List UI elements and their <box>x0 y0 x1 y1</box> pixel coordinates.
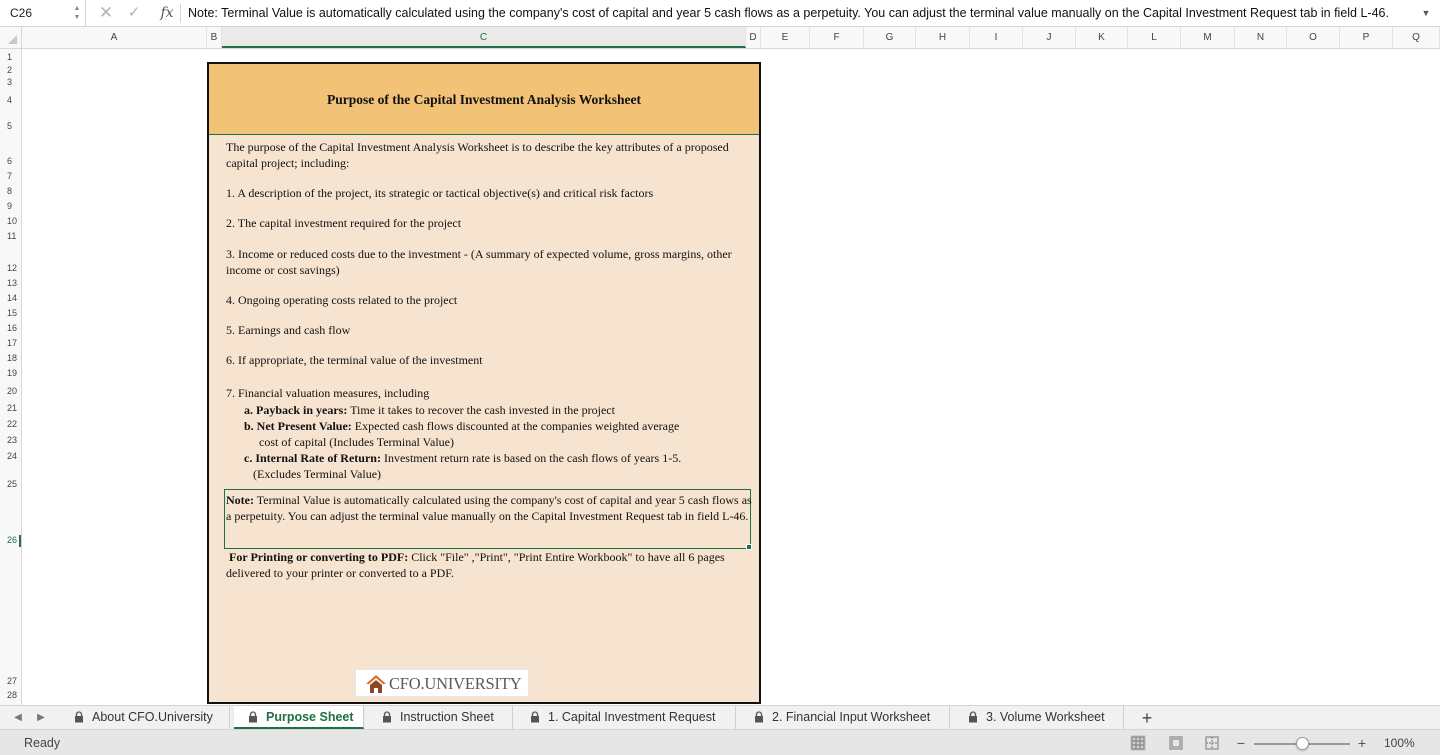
sheet-tab-6[interactable] <box>954 706 1124 729</box>
column-header-i[interactable]: I <box>970 27 1023 48</box>
row-header-11[interactable]: 11 <box>7 231 17 241</box>
sheet-tab-1[interactable] <box>60 706 230 729</box>
column-header-n[interactable]: N <box>1235 27 1287 48</box>
row-header-4[interactable]: 4 <box>7 95 13 105</box>
row-header-26[interactable]: 26 <box>0 535 21 547</box>
sheet-tab-label: 2. Financial Input Worksheet <box>772 710 931 724</box>
item-6: 6. If appropriate, the terminal value of the investment <box>226 353 483 367</box>
item-2: 2. The capital investment required for the project <box>226 216 462 230</box>
print-text: Click "File" ,"Print", "Print Entire Workbook" to have all 6 pages <box>408 550 725 564</box>
row-header-7[interactable]: 7 <box>7 171 13 181</box>
confirm-edit-icon[interactable]: ✓ <box>127 4 141 21</box>
sheet-tab-label: 3. Volume Worksheet <box>986 710 1105 724</box>
cancel-edit-icon[interactable]: ✕ <box>98 3 114 22</box>
column-header-c[interactable]: C <box>222 27 746 48</box>
row-header-19[interactable]: 19 <box>7 368 18 378</box>
row-header-12[interactable]: 12 <box>7 263 18 273</box>
column-header-d[interactable]: D <box>746 27 761 48</box>
formula-divider <box>180 4 181 23</box>
column-header-f[interactable]: F <box>810 27 864 48</box>
item-4: 4. Ongoing operating costs related to the project <box>226 293 458 307</box>
lock-icon <box>382 711 392 723</box>
logo-text: CFO.UNIVERSITY <box>389 674 522 693</box>
row-header-5[interactable]: 5 <box>7 121 13 131</box>
add-sheet-icon[interactable]: + <box>1141 708 1153 728</box>
column-header-e[interactable]: E <box>761 27 810 48</box>
intro-text-line-2: capital project; including: <box>226 156 350 170</box>
status-bar <box>0 729 1440 755</box>
sheet-tab-bar <box>0 705 1440 729</box>
column-header-m[interactable]: M <box>1181 27 1235 48</box>
house-logo-icon <box>365 674 387 694</box>
row-header-17[interactable]: 17 <box>7 338 18 348</box>
formula-input[interactable]: Note: Terminal Value is automatically calculated using the company's cost of capital and year 5 cash flows as a perpetuity. You can adjust the terminal value manually on the Capital Investment Request tab in field L-46. <box>188 6 1389 20</box>
sheet-tab-label: 1. Capital Investment Request <box>548 710 716 724</box>
status-text: Ready <box>24 736 61 750</box>
item-7: 7. Financial valuation measures, including <box>226 386 430 400</box>
note-label: Note: <box>226 493 254 507</box>
item-7b-label: b. Net Present Value: <box>244 419 352 433</box>
row-header-9[interactable]: 9 <box>7 201 13 211</box>
sheet-tab-3[interactable] <box>368 706 513 729</box>
item-7c-line-2: (Excludes Terminal Value) <box>253 467 382 481</box>
page-layout-view-icon[interactable] <box>1168 735 1184 751</box>
zoom-in-icon[interactable]: + <box>1357 735 1367 751</box>
row-header-20[interactable]: 20 <box>7 386 18 396</box>
row-header-2[interactable]: 2 <box>7 65 13 75</box>
previous-sheet-icon[interactable]: ◀ <box>14 712 22 723</box>
note-line-2: a perpetuity. You can adjust the terminal value manually on the Capital Investment Request tab in field L-46. <box>226 509 749 523</box>
normal-view-icon[interactable] <box>1130 735 1146 751</box>
row-header-22[interactable]: 22 <box>7 419 18 429</box>
sheet-tab-label: Instruction Sheet <box>400 710 494 724</box>
panel-header <box>209 64 759 135</box>
sheet-tab-5[interactable] <box>740 706 950 729</box>
item-7b-line-2: cost of capital (Includes Terminal Value) <box>259 435 454 449</box>
row-header-18[interactable]: 18 <box>7 353 18 363</box>
lock-icon <box>74 711 84 723</box>
row-header-25[interactable]: 25 <box>7 479 18 489</box>
column-header-b[interactable]: B <box>207 27 222 48</box>
formula-bar <box>0 0 1440 27</box>
lock-icon <box>754 711 764 723</box>
zoom-out-icon[interactable]: − <box>1236 735 1246 751</box>
name-box-stepper-icon[interactable]: ▲ ▼ <box>73 5 81 21</box>
row-header-8[interactable]: 8 <box>7 186 13 196</box>
select-all-button[interactable] <box>0 27 22 48</box>
item-7a-text: Time it takes to recover the cash invested in the project <box>347 403 615 417</box>
cfo-university-logo <box>355 669 529 697</box>
note-text: Terminal Value is automatically calculated using the company's cost of capital and year 5 cash flows as <box>253 493 752 507</box>
row-header-14[interactable]: 14 <box>7 293 18 303</box>
column-header-o[interactable]: O <box>1287 27 1340 48</box>
row-header-28[interactable]: 28 <box>7 690 18 700</box>
sheet-tab-label: About CFO.University <box>92 710 213 724</box>
column-header-row <box>0 27 1440 49</box>
column-header-g[interactable]: G <box>864 27 916 48</box>
purpose-panel <box>207 62 761 704</box>
row-header-27[interactable]: 27 <box>7 676 18 686</box>
row-header-10[interactable]: 10 <box>7 216 18 226</box>
row-header-1[interactable]: 1 <box>7 52 13 62</box>
print-label: For Printing or converting to PDF: <box>229 550 409 564</box>
intro-text-line-1: The purpose of the Capital Investment Analysis Worksheet is to describe the key attributes of a proposed <box>226 140 729 154</box>
panel-title: Purpose of the Capital Investment Analysis Worksheet <box>326 92 641 107</box>
select-all-icon <box>8 35 17 44</box>
next-sheet-icon[interactable]: ▶ <box>37 712 45 723</box>
item-3-line-2: income or cost savings) <box>226 263 340 277</box>
item-7a <box>244 402 615 418</box>
item-1: 1. A description of the project, its strategic or tactical objective(s) and critical risk factors <box>226 186 654 200</box>
item-7c-label: c. Internal Rate of Return: <box>244 451 381 465</box>
column-header-q[interactable]: Q <box>1393 27 1440 48</box>
row-header-16[interactable]: 16 <box>7 323 18 333</box>
column-header-j[interactable]: J <box>1023 27 1076 48</box>
column-header-h[interactable]: H <box>916 27 970 48</box>
zoom-level[interactable]: 100% <box>1384 736 1415 750</box>
row-header-13[interactable]: 13 <box>7 278 18 288</box>
row-header-15[interactable]: 15 <box>7 308 18 318</box>
lock-icon <box>968 711 978 723</box>
lock-icon <box>530 711 540 723</box>
item-7b-text: Expected cash flows discounted at the companies weighted average <box>351 419 680 433</box>
item-7b <box>244 418 679 434</box>
sheet-tab-2[interactable] <box>234 706 364 729</box>
column-header-l[interactable]: L <box>1128 27 1181 48</box>
sheet-tab-4[interactable] <box>516 706 736 729</box>
sheet-tab-label: Purpose Sheet <box>266 710 354 724</box>
row-header-6[interactable]: 6 <box>7 156 13 166</box>
zoom-slider-thumb[interactable] <box>1296 737 1309 750</box>
row-header-column <box>0 49 22 705</box>
item-7a-label: a. Payback in years: <box>244 403 348 417</box>
item-5: 5. Earnings and cash flow <box>226 323 351 337</box>
row-header-24[interactable]: 24 <box>7 451 18 461</box>
row-header-3[interactable]: 3 <box>7 77 13 87</box>
row-header-21[interactable]: 21 <box>7 403 18 413</box>
lock-icon <box>248 711 258 723</box>
item-7c-text: Investment return rate is based on the cash flows of years 1-5. <box>380 451 682 465</box>
row-header-23[interactable]: 23 <box>7 435 18 445</box>
note-line-1 <box>226 492 752 508</box>
item-7c <box>244 450 681 466</box>
fill-handle[interactable] <box>746 544 752 550</box>
column-header-a[interactable]: A <box>22 27 207 48</box>
print-line-2: delivered to your printer or converted to a PDF. <box>226 566 454 580</box>
print-line-1 <box>229 549 725 565</box>
cell-reference: C26 <box>10 6 33 20</box>
page-break-preview-icon[interactable] <box>1204 735 1220 751</box>
column-header-p[interactable]: P <box>1340 27 1393 48</box>
column-header-k[interactable]: K <box>1076 27 1128 48</box>
insert-function-icon[interactable]: fx <box>160 5 174 21</box>
item-3-line-1: 3. Income or reduced costs due to the investment - (A summary of expected volume, gross margins, other <box>226 247 732 261</box>
worksheet-grid[interactable] <box>22 49 1440 705</box>
name-box[interactable] <box>0 0 86 27</box>
expand-formula-bar-icon[interactable]: ▼ <box>1421 8 1431 18</box>
